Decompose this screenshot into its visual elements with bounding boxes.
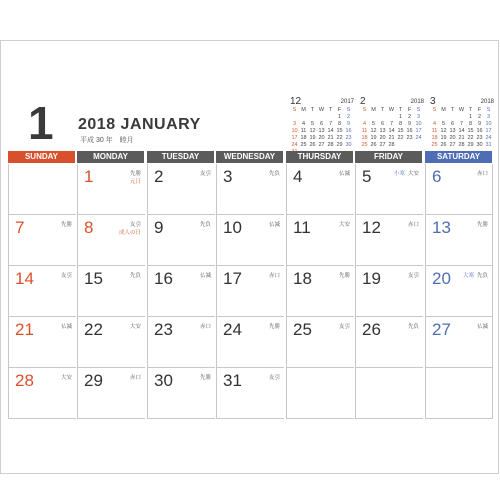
weekday-wednesday: WEDNESDAY (216, 151, 283, 163)
mini-day: 23 (476, 135, 483, 141)
rokuyo-label: 大安 (407, 171, 419, 177)
rokuyo-label: 大安 (60, 375, 72, 381)
mini-day (326, 114, 335, 121)
mini-day: 21 (388, 135, 395, 141)
day-cell[interactable] (355, 266, 423, 317)
mini-day (290, 114, 299, 121)
mini-weekday-label: M (441, 107, 446, 113)
rokuyo-label: 友引 (407, 273, 419, 279)
day-cell[interactable] (425, 215, 493, 266)
mini-day: 15 (397, 128, 404, 134)
day-cell[interactable] (216, 368, 284, 419)
day-number: 10 (223, 218, 242, 237)
mini-day: 20 (449, 135, 456, 141)
day-number: 8 (84, 218, 94, 237)
mini-day (308, 114, 317, 121)
mini-weekday-label: W (458, 107, 465, 113)
mini-day (369, 114, 378, 121)
mini-day: 7 (459, 121, 464, 127)
mini-day: 8 (337, 121, 342, 127)
mini-day: 1 (398, 114, 403, 120)
day-number: 21 (15, 320, 34, 339)
mini-day: 12 (309, 128, 316, 134)
mini-day: 25 (431, 142, 438, 148)
calendar-title: 2018 JANUARY (78, 116, 201, 133)
day-cell[interactable] (286, 266, 354, 317)
mini-day: 23 (406, 135, 413, 141)
mini-day: 15 (467, 128, 474, 134)
day-number: 14 (15, 269, 34, 288)
day-number: 7 (15, 218, 25, 237)
mini-weekday-label: W (388, 107, 395, 113)
mini-day (378, 114, 387, 121)
rokuyo-label: 先負 (129, 273, 141, 279)
rokuyo-label: 先勝 (129, 171, 141, 177)
day-cell[interactable] (77, 317, 145, 368)
mini-day (430, 114, 439, 121)
rokuyo-label: 先勝 (476, 222, 488, 228)
mini-day: 20 (379, 135, 386, 141)
mini-day: 6 (450, 121, 455, 127)
mini-day: 10 (291, 128, 298, 134)
mini-day: 21 (327, 135, 334, 141)
mini-weekday-label: T (328, 107, 333, 113)
rokuyo-label: 友引 (129, 222, 141, 228)
mini-day: 13 (318, 128, 325, 134)
mini-month-number: 12 (290, 96, 302, 107)
mini-day: 5 (310, 121, 315, 127)
day-number: 15 (84, 269, 103, 288)
weekday-header-row (8, 151, 494, 163)
mini-day: 11 (300, 128, 307, 134)
weekday-thursday: THURSDAY (286, 151, 353, 163)
day-number: 27 (432, 320, 451, 339)
mini-day: 2 (477, 114, 482, 120)
mini-day (387, 114, 396, 121)
rokuyo-label: 先勝 (60, 222, 72, 228)
mini-day: 23 (345, 135, 352, 141)
weekday-friday: FRIDAY (355, 151, 422, 163)
rokuyo-label: 仏滅 (199, 273, 211, 279)
weekday-saturday: SATURDAY (425, 151, 492, 163)
mini-weekday-label: S (292, 107, 297, 113)
day-cell[interactable] (8, 368, 76, 419)
day-cell[interactable] (77, 164, 145, 215)
mini-weekday-label: W (318, 107, 325, 113)
mini-day: 22 (467, 135, 474, 141)
day-cell[interactable] (147, 317, 215, 368)
mini-day: 26 (370, 142, 377, 148)
day-cell[interactable] (77, 368, 145, 419)
day-number: 12 (362, 218, 381, 237)
mini-day: 22 (397, 135, 404, 141)
mini-day: 17 (415, 128, 422, 134)
mini-calendar-grid (360, 107, 424, 149)
mini-day: 13 (379, 128, 386, 134)
mini-weekday-label: S (362, 107, 367, 113)
mini-day (317, 114, 326, 121)
rokuyo-label: 友引 (268, 375, 280, 381)
day-cell[interactable] (286, 368, 354, 419)
mini-day: 5 (441, 121, 446, 127)
mini-day: 2 (407, 114, 412, 120)
day-cell[interactable] (355, 215, 423, 266)
mini-calendar-header (430, 97, 494, 107)
rokuyo-label: 友引 (338, 324, 350, 330)
day-number: 9 (154, 218, 164, 237)
mini-day: 24 (291, 142, 298, 148)
rokuyo-label: 仏滅 (60, 324, 72, 330)
mini-weekday-label: T (310, 107, 315, 113)
mini-day: 7 (389, 121, 394, 127)
mini-day: 19 (440, 135, 447, 141)
mini-weekday-label: S (432, 107, 437, 113)
mini-day: 1 (468, 114, 473, 120)
mini-day: 26 (309, 142, 316, 148)
rokuyo-label: 仏滅 (338, 171, 350, 177)
mini-day: 3 (416, 114, 421, 120)
mini-day: 31 (485, 142, 492, 148)
mini-day: 25 (300, 142, 307, 148)
mini-day: 28 (388, 142, 395, 148)
day-cell[interactable] (425, 164, 493, 215)
mini-day: 29 (336, 142, 343, 148)
mini-day: 10 (485, 121, 492, 127)
mini-weekday-label: S (416, 107, 421, 113)
mini-day: 8 (468, 121, 473, 127)
day-cell[interactable] (147, 215, 215, 266)
solar-term-label: 小寒 (393, 171, 405, 177)
mini-day (360, 114, 369, 121)
mini-weekday-label: S (486, 107, 491, 113)
mini-day (457, 114, 466, 121)
mini-day: 24 (415, 135, 422, 141)
mini-day: 4 (362, 121, 367, 127)
rokuyo-label: 先負 (268, 171, 280, 177)
day-cell[interactable] (286, 164, 354, 215)
mini-day: 4 (301, 121, 306, 127)
mini-day: 14 (327, 128, 334, 134)
day-number: 31 (223, 371, 242, 390)
japanese-era-subtitle: 平成 30 年 睦月 (80, 137, 134, 144)
mini-weekday-label: F (477, 107, 482, 113)
mini-weekday-label: T (450, 107, 455, 113)
mini-day: 17 (485, 128, 492, 134)
mini-day (448, 114, 457, 121)
day-cell[interactable] (286, 317, 354, 368)
mini-calendar-3 (430, 97, 494, 149)
day-number: 22 (84, 320, 103, 339)
mini-day: 12 (370, 128, 377, 134)
mini-year: 2018 (410, 99, 424, 105)
day-cell[interactable] (8, 215, 76, 266)
month-number: 1 (28, 97, 54, 149)
mini-day (396, 142, 405, 149)
mini-weekday-label: T (468, 107, 473, 113)
rokuyo-label: 赤口 (199, 324, 211, 330)
mini-day (299, 114, 308, 121)
day-cell[interactable] (147, 164, 215, 215)
mini-weekday-label: M (371, 107, 376, 113)
day-number: 3 (223, 167, 233, 186)
rokuyo-label: 赤口 (407, 222, 419, 228)
rokuyo-label: 仏滅 (476, 324, 488, 330)
day-cell[interactable] (216, 317, 284, 368)
mini-calendar-grid (430, 107, 494, 149)
mini-day: 26 (440, 142, 447, 148)
day-cell[interactable] (8, 317, 76, 368)
mini-weekday-label: F (337, 107, 342, 113)
mini-day: 29 (467, 142, 474, 148)
weekday-monday: MONDAY (77, 151, 144, 163)
mini-day: 19 (370, 135, 377, 141)
mini-day: 8 (398, 121, 403, 127)
mini-day: 18 (361, 135, 368, 141)
day-cell[interactable] (147, 368, 215, 419)
mini-day: 3 (292, 121, 297, 127)
rokuyo-label: 友引 (199, 171, 211, 177)
rokuyo-label: 大安 (129, 324, 141, 330)
rokuyo-label: 先負 (407, 324, 419, 330)
mini-day: 28 (458, 142, 465, 148)
day-number: 16 (154, 269, 173, 288)
day-cell[interactable] (425, 266, 493, 317)
mini-day (439, 114, 448, 121)
mini-weekday-label: T (380, 107, 385, 113)
mini-day: 22 (336, 135, 343, 141)
mini-day: 11 (361, 128, 368, 134)
mini-weekday-label: S (346, 107, 351, 113)
day-cell[interactable] (286, 215, 354, 266)
day-number: 29 (84, 371, 103, 390)
mini-day: 27 (318, 142, 325, 148)
mini-day: 20 (318, 135, 325, 141)
mini-calendar-header (360, 97, 424, 107)
rokuyo-label: 先勝 (199, 375, 211, 381)
mini-day: 16 (345, 128, 352, 134)
day-cell[interactable] (77, 215, 145, 266)
day-cell[interactable] (355, 317, 423, 368)
day-number: 13 (432, 218, 451, 237)
day-number: 26 (362, 320, 381, 339)
day-cell[interactable] (216, 215, 284, 266)
day-cell[interactable] (425, 317, 493, 368)
mini-day: 10 (415, 121, 422, 127)
day-number: 1 (84, 167, 94, 186)
day-cell[interactable] (216, 164, 284, 215)
rokuyo-label: 大安 (338, 222, 350, 228)
rokuyo-label: 赤口 (129, 375, 141, 381)
mini-day: 30 (345, 142, 352, 148)
day-cell[interactable] (355, 368, 423, 419)
mini-day: 27 (379, 142, 386, 148)
day-number: 24 (223, 320, 242, 339)
rokuyo-label: 赤口 (268, 273, 280, 279)
day-number: 20 (432, 269, 451, 288)
mini-weekday-label: T (398, 107, 403, 113)
rokuyo-label: 仏滅 (268, 222, 280, 228)
weekday-sunday: SUNDAY (8, 151, 75, 163)
mini-day: 2 (346, 114, 351, 120)
mini-month-number: 3 (430, 96, 436, 107)
mini-day: 9 (477, 121, 482, 127)
mini-day (414, 142, 423, 149)
day-cell[interactable] (77, 266, 145, 317)
mini-calendar-2 (360, 97, 424, 149)
weekday-tuesday: TUESDAY (147, 151, 214, 163)
mini-day: 30 (476, 142, 483, 148)
day-number: 25 (293, 320, 312, 339)
mini-day: 11 (431, 128, 438, 134)
day-number: 4 (293, 167, 303, 186)
mini-day: 25 (361, 142, 368, 148)
mini-day: 24 (485, 135, 492, 141)
mini-day: 15 (336, 128, 343, 134)
mini-day: 7 (328, 121, 333, 127)
mini-day: 28 (327, 142, 334, 148)
day-number: 23 (154, 320, 173, 339)
day-number: 17 (223, 269, 242, 288)
mini-month-number: 2 (360, 96, 366, 107)
mini-day: 9 (346, 121, 351, 127)
day-number: 5 (362, 167, 372, 186)
day-cell[interactable] (355, 164, 423, 215)
mini-day: 17 (291, 135, 298, 141)
month-grid (8, 164, 495, 420)
rokuyo-label: 先勝 (338, 273, 350, 279)
day-cell[interactable] (216, 266, 284, 317)
mini-calendar-header (290, 97, 354, 107)
mini-day: 5 (371, 121, 376, 127)
mini-weekday-label: M (301, 107, 306, 113)
mini-day: 12 (440, 128, 447, 134)
day-number: 6 (432, 167, 442, 186)
day-number: 11 (293, 218, 311, 237)
mini-day: 16 (476, 128, 483, 134)
day-number: 18 (293, 269, 312, 288)
mini-day: 13 (449, 128, 456, 134)
mini-day: 6 (380, 121, 385, 127)
mini-day: 18 (300, 135, 307, 141)
rokuyo-label: 赤口 (476, 171, 488, 177)
holiday-label: 成人の日 (118, 230, 141, 236)
mini-day: 14 (388, 128, 395, 134)
mini-day: 3 (486, 114, 491, 120)
mini-day: 9 (407, 121, 412, 127)
day-cell[interactable] (425, 368, 493, 419)
day-cell[interactable] (147, 266, 215, 317)
day-number: 2 (154, 167, 164, 186)
mini-year: 2017 (340, 99, 354, 105)
day-number: 28 (15, 371, 34, 390)
holiday-label: 元日 (129, 179, 141, 185)
mini-day (405, 142, 414, 149)
mini-day: 18 (431, 135, 438, 141)
day-cell[interactable] (8, 164, 76, 215)
rokuyo-label: 先負 (476, 273, 488, 279)
day-number: 30 (154, 371, 173, 390)
mini-day: 14 (458, 128, 465, 134)
mini-weekday-label: F (407, 107, 412, 113)
day-cell[interactable] (8, 266, 76, 317)
rokuyo-label: 友引 (60, 273, 72, 279)
mini-day: 21 (458, 135, 465, 141)
mini-calendar-grid (290, 107, 354, 156)
rokuyo-label: 先勝 (268, 324, 280, 330)
rokuyo-label: 先負 (199, 222, 211, 228)
mini-calendar-12 (290, 97, 354, 156)
mini-day: 6 (319, 121, 324, 127)
mini-day: 16 (406, 128, 413, 134)
mini-day: 1 (337, 114, 342, 120)
day-number: 19 (362, 269, 381, 288)
mini-day: 27 (449, 142, 456, 148)
mini-year: 2018 (480, 99, 494, 105)
mini-day: 19 (309, 135, 316, 141)
mini-day: 4 (432, 121, 437, 127)
solar-term-label: 大寒 (462, 273, 474, 279)
